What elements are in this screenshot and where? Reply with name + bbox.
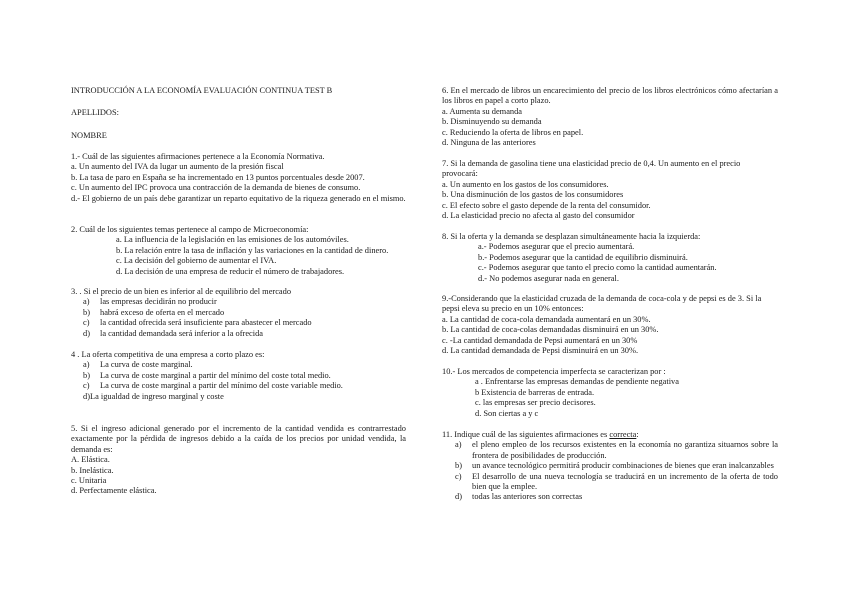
option-text: la cantidad demandada será inferior a la ofrecida [100, 328, 263, 338]
option-label: c) [83, 381, 90, 391]
stem-text: 11. Indique cuál de las siguientes afirmaciones es [442, 430, 610, 439]
option-text: habrá exceso de oferta en el mercado [100, 307, 225, 317]
option-label: a) [455, 440, 462, 450]
option-label: b) [83, 307, 90, 317]
option-text: un avance tecnológico permitirá producir combinaciones de bienes que eran inalcanzables [472, 461, 774, 471]
option-text: La curva de coste marginal a partir del mínimo del coste variable medio. [100, 381, 343, 391]
question-10 [442, 367, 778, 419]
option-d [71, 329, 406, 339]
question-4 [71, 350, 406, 402]
option-a: a . Enfrentarse las empresas demandas de pendiente negativa [475, 377, 679, 387]
option-c: c. Unitaria [71, 476, 107, 486]
question-stem: 6. En el mercado de libros un encarecimiento del precio de los libros electrónicos cómo afectarían a los libros en papel a corto plazo. [442, 86, 778, 106]
option-text: el pleno empleo de los recursos existentes en la economía no garantiza situarnos sobre la frontera de posibilidades de producción. [472, 440, 778, 460]
option-label: d) [83, 328, 90, 338]
option-a: a. Un aumento en los gastos de los consumidores. [442, 179, 609, 189]
question-stem: 9.-Considerando que la elasticidad cruzada de la demanda de coca-cola y de pepsi es de 3. Si la pepsi eleva su precio en un 10% entonces: [442, 294, 762, 314]
question-stem: 10.- Los mercados de competencia imperfecta se caracterizan por : [442, 367, 666, 376]
option-d: d. Ninguna de las anteriores [442, 138, 536, 148]
exam-title: INTRODUCCIÓN A LA ECONOMÍA EVALUACIÓN CONTINUA TEST B [71, 86, 333, 95]
option-b [442, 461, 778, 471]
option-c [71, 318, 406, 328]
option-a [71, 360, 406, 370]
question-7 [442, 159, 778, 221]
option-c [71, 381, 406, 391]
question-8 [442, 232, 778, 284]
option-a: a. Aumenta su demanda [442, 106, 523, 116]
question-stem: 3. . Si el precio de un bien es inferior al de equilibrio del mercado [71, 287, 292, 296]
question-3 [71, 287, 406, 339]
option-label: a) [83, 297, 90, 307]
option-c: c. El efecto sobre el gasto depende de la renta del consumidor. [442, 200, 651, 210]
option-b: b. Una disminución de los gastos de los consumidores [442, 190, 624, 200]
option-b: b. Disminuyendo su demanda [442, 117, 542, 127]
stem-end: : [636, 430, 639, 439]
option-c: c. Un aumento del IPC provoca una contracción de la demanda de bienes de consumo. [71, 183, 361, 193]
question-9 [442, 294, 778, 356]
option-b: b.- Podemos asegurar que la cantidad de equilibrio disminuirá. [478, 252, 688, 262]
option-a: a.- Podemos asegurar que el precio aumentará. [478, 242, 635, 252]
option-text: todas las anteriores son correctas [472, 492, 583, 502]
option-d: d. Son ciertas a y c [475, 408, 539, 418]
option-label: c) [455, 471, 462, 481]
option-c: c. La decisión del gobierno de aumentar el IVA. [116, 256, 277, 266]
option-c: c. -La cantidad demandada de Pepsi aumentará en un 30% [442, 335, 638, 345]
option-d [442, 492, 778, 502]
option-a: a. La influencia de la legislación en las emisiones de los automóviles. [116, 235, 349, 245]
option-text: La curva de coste marginal. [100, 360, 193, 370]
question-stem: 1.- Cuál de las siguientes afirmaciones pertenece a la Economía Normativa. [71, 152, 325, 161]
option-b [71, 371, 406, 381]
option-label: b) [455, 461, 462, 471]
option-c: c. las empresas ser precio decisores. [475, 398, 596, 408]
option-c: c.- Podemos asegurar que tanto el precio como la cantidad aumentarán. [478, 263, 717, 273]
option-d: d.- No podemos asegurar nada en general. [478, 273, 619, 283]
question-1 [71, 152, 406, 204]
option-c [442, 472, 778, 493]
option-d: d. La cantidad demandada de Pepsi disminuirá en un 30%. [442, 346, 639, 356]
name-label: NOMBRE [71, 130, 107, 140]
option-text: la cantidad ofrecida será insuficiente para abastecer el mercado [100, 318, 312, 328]
option-b: b. Inelástica. [71, 465, 114, 475]
question-stem: 5. Si el ingreso adicional generado por el incremento de la cantidad vendida es contrarrestado exactamente por la pérdida de ingresos debido a la caída de los precios por unidad vendida, la demanda es: [71, 424, 406, 454]
option-d: d)La igualdad de ingreso marginal y coste [83, 391, 224, 401]
option-text: las empresas decidirán no producir [100, 297, 217, 307]
option-a [71, 297, 406, 307]
question-stem: 4 . La oferta competitiva de una empresa a corto plazo es: [71, 350, 265, 359]
option-d: d.- El gobierno de un país debe garantizar un reparto equitativo de la riqueza generado en el mismo. [71, 193, 406, 203]
option-label: b) [83, 370, 90, 380]
option-text: La curva de coste marginal a partir del mínimo del coste total medio. [100, 370, 331, 380]
option-c: c. Reduciendo la oferta de libros en papel. [442, 127, 584, 137]
option-label: c) [83, 318, 90, 328]
option-b: b. La cantidad de coca-colas demandadas disminuirá en un 30%. [442, 325, 659, 335]
question-5 [71, 424, 406, 497]
option-label: d) [455, 492, 462, 502]
option-a: A. Elástica. [71, 455, 110, 465]
option-a: a. La cantidad de coca-cola demandada aumentará en un 30%. [442, 314, 651, 324]
option-a [442, 440, 778, 461]
option-text: El desarrollo de una nueva tecnología se traducirá en un incremento de la oferta de todo bien que la emplee. [472, 471, 778, 492]
stem-emphasis: correcta [609, 430, 637, 439]
exam-header [71, 86, 406, 141]
question-stem: 8. Si la oferta y la demanda se desplazan simultáneamente hacia la izquierda: [442, 232, 701, 241]
option-label: a) [83, 360, 90, 370]
option-a: a. Un aumento del IVA da lugar un aumento de la presión fiscal [71, 162, 284, 172]
question-stem: 2. Cuál de los siguientes temas pertenece al campo de Microeconomía: [71, 225, 309, 234]
option-d: d. La elasticidad precio no afecta al gasto del consumidor [442, 211, 635, 221]
question-stem [442, 430, 778, 440]
option-b: b. La relación entre la tasa de inflación y las variaciones en la cantidad de dinero. [116, 245, 389, 255]
question-2 [71, 225, 406, 277]
option-b: b Existencia de barreras de entrada. [475, 387, 595, 397]
question-6 [442, 86, 778, 148]
option-b: b. La tasa de paro en España se ha incrementado en 13 puntos porcentuales desde 2007. [71, 172, 365, 182]
option-b [71, 308, 406, 318]
question-11 [442, 430, 778, 503]
option-d: d. La decisión de una empresa de reducir el número de trabajadores. [116, 266, 345, 276]
question-stem: 7. Si la demanda de gasolina tiene una elasticidad precio de 0,4. Un aumento en el precio provocará: [442, 159, 741, 179]
surname-label: APELLIDOS: [71, 108, 119, 118]
option-d: d. Perfectamente elástica. [71, 486, 157, 496]
